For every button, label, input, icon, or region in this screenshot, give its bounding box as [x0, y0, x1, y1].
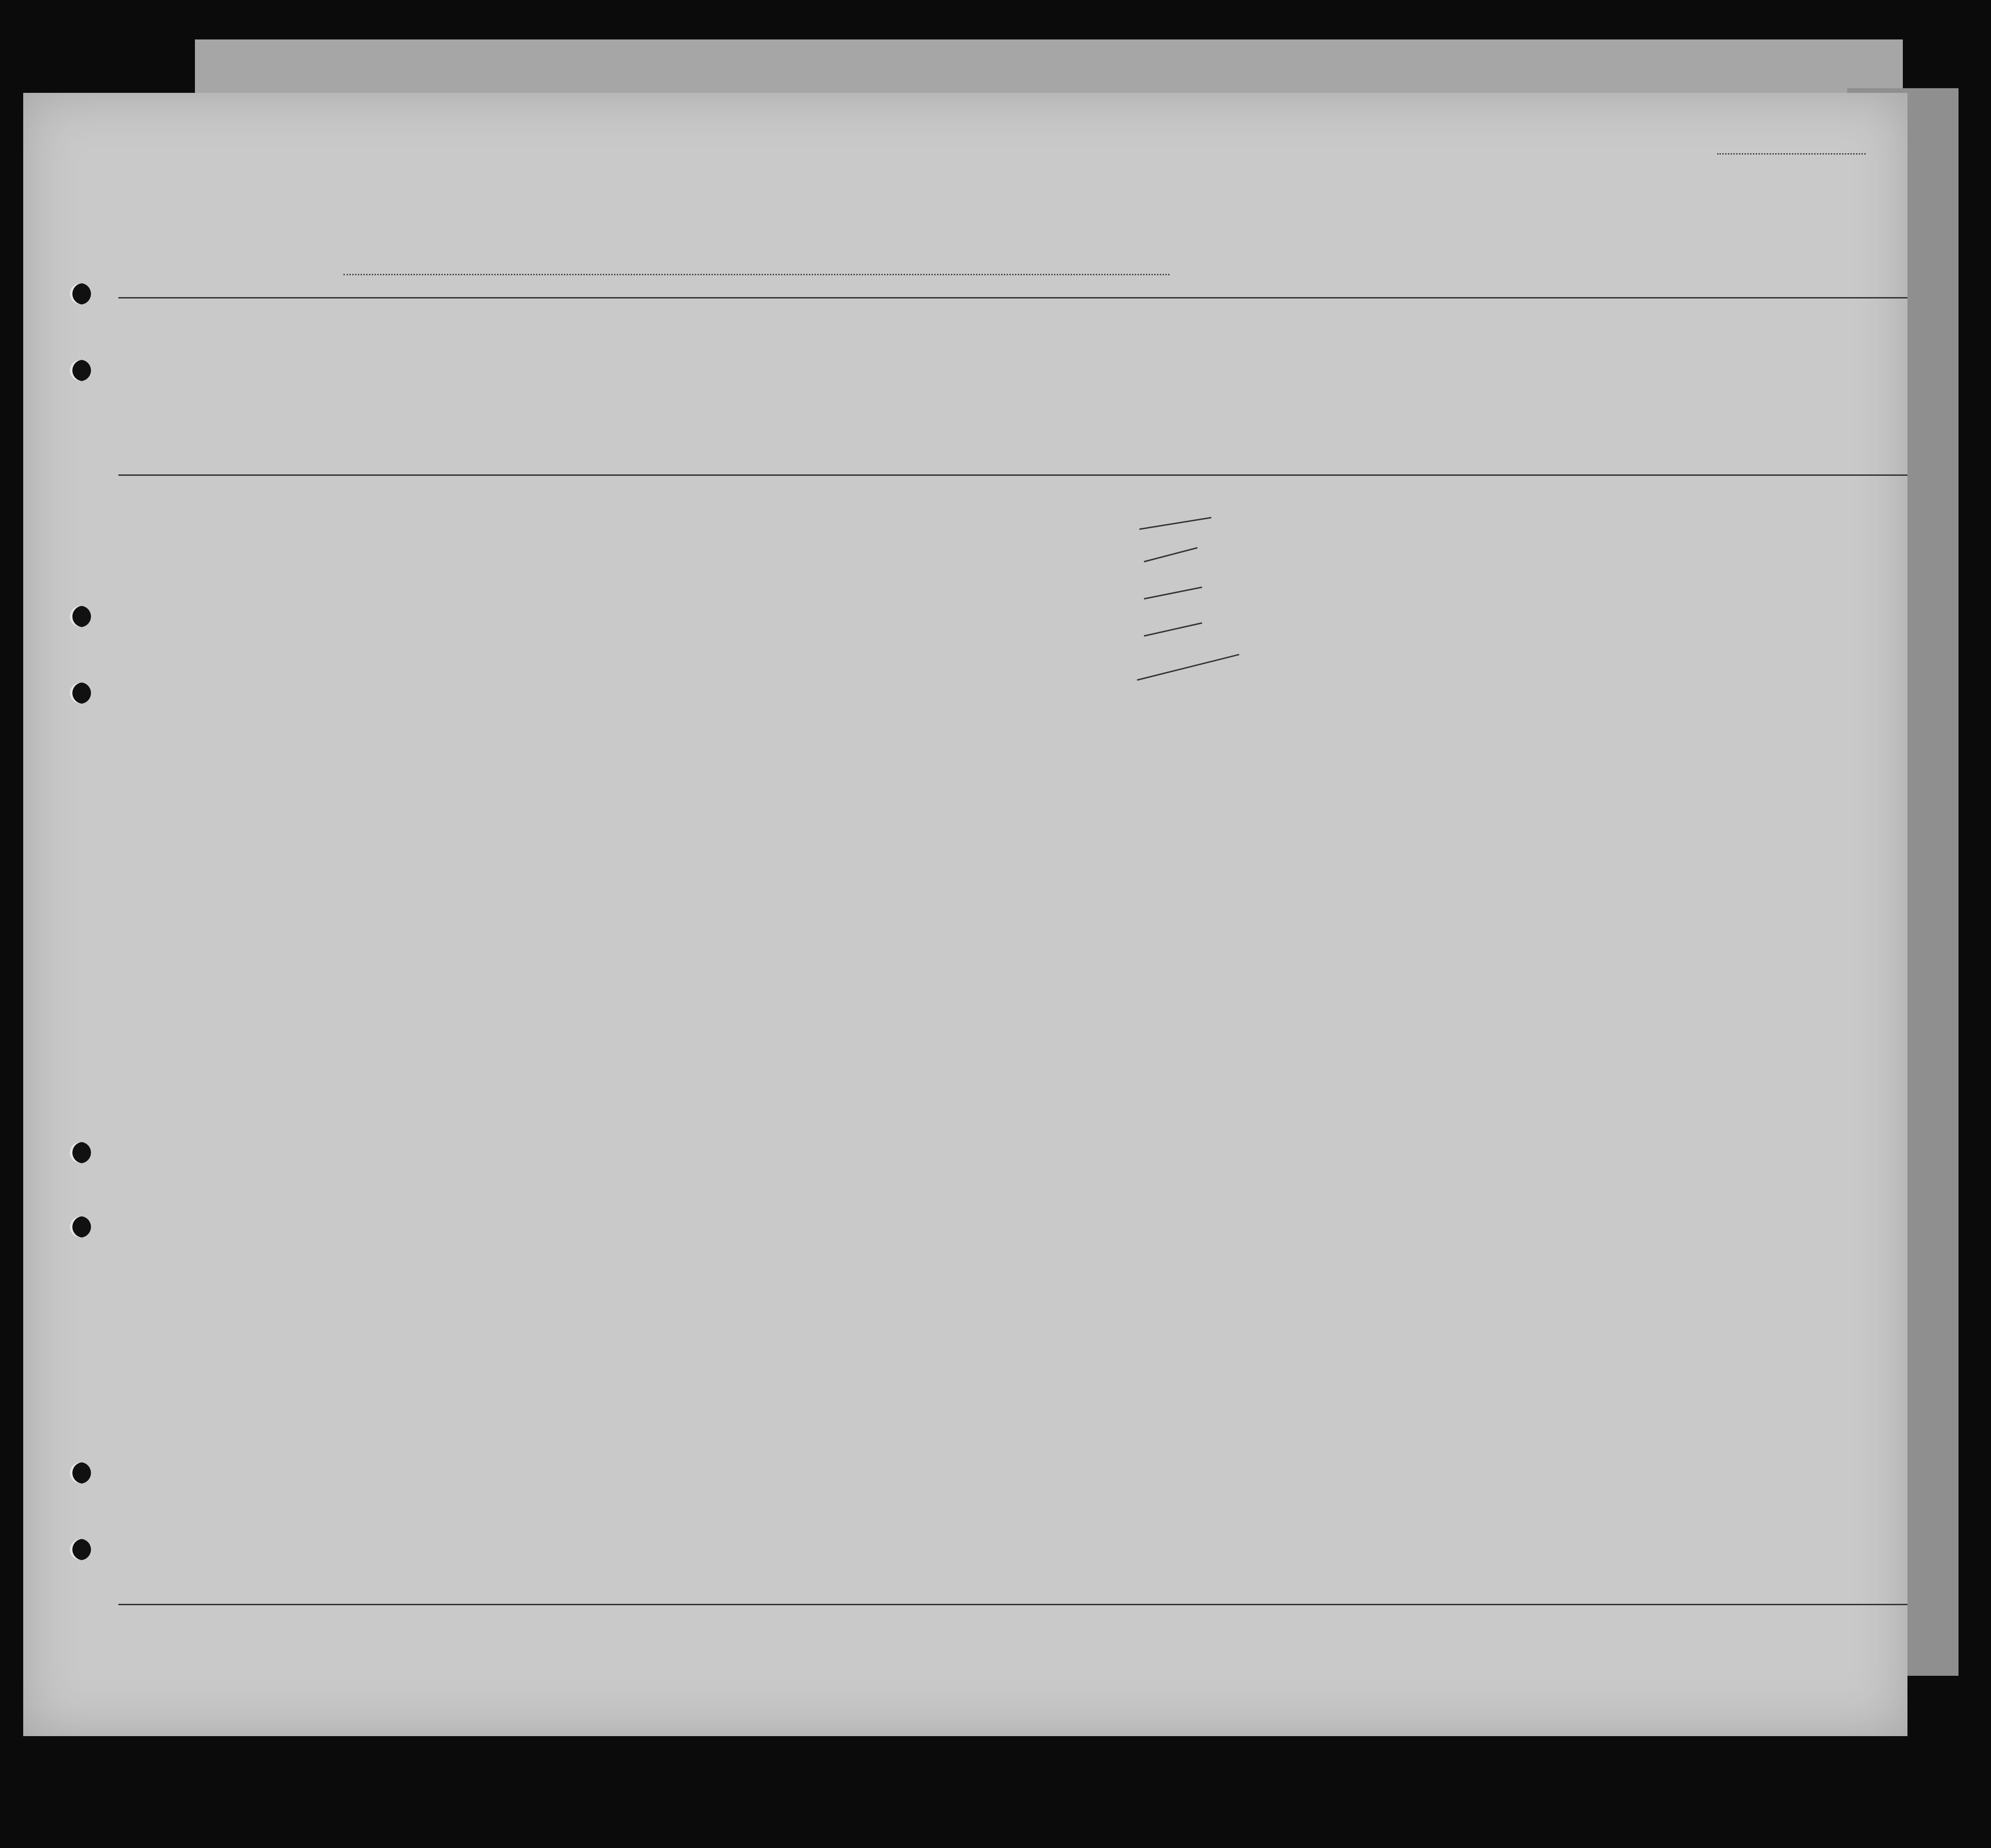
table-header-rule [118, 474, 1907, 476]
list-fill-line [1717, 153, 1866, 155]
binder-hole [70, 283, 91, 305]
manifest-sheet [23, 93, 1907, 1736]
binder-hole [70, 606, 91, 627]
table-top-rule [118, 297, 1907, 298]
binder-hole [70, 1216, 91, 1238]
binder-hole [70, 682, 91, 704]
pen-strokes [1132, 501, 1253, 687]
binder-hole [70, 360, 91, 381]
binder-hole [70, 1142, 91, 1163]
arriving-fill-line [343, 274, 1170, 275]
table-bottom-rule [118, 1604, 1907, 1605]
binder-hole [70, 1539, 91, 1560]
binder-hole [70, 1462, 91, 1484]
